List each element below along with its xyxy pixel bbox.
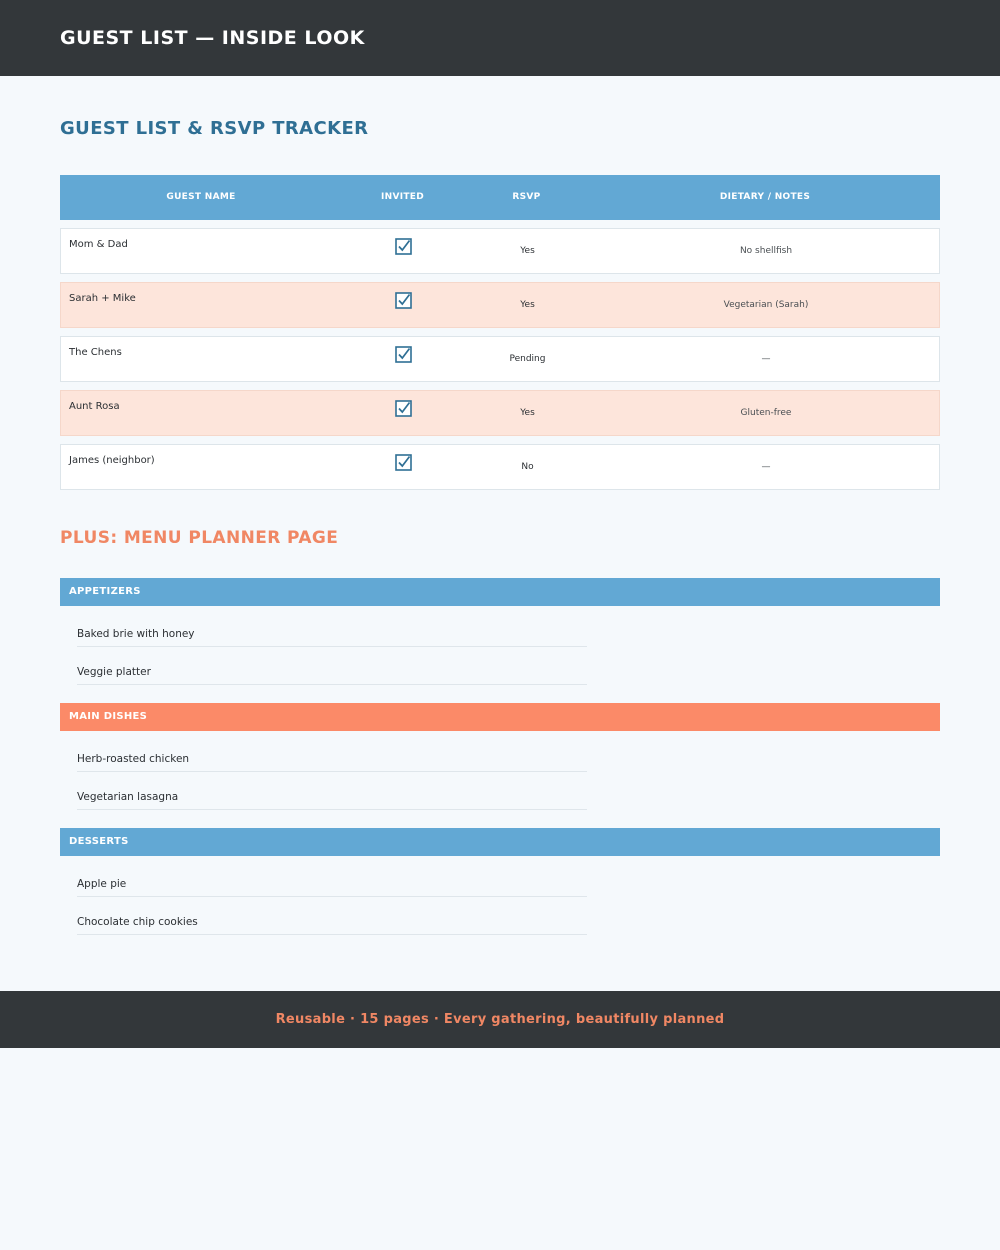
column-header-rsvp: RSVP (512, 192, 541, 202)
checkbox-checked-icon[interactable] (395, 238, 412, 255)
category-label: APPETIZERS (69, 586, 141, 597)
dietary-notes: No shellfish (739, 246, 793, 256)
table-row (60, 444, 940, 490)
header-title: GUEST LIST — INSIDE LOOK (60, 27, 365, 49)
dietary-notes: Gluten-free (740, 408, 792, 418)
table-header (60, 175, 940, 220)
menu-title: PLUS: MENU PLANNER PAGE (60, 528, 339, 548)
menu-item: Chocolate chip cookies (77, 910, 587, 935)
footer-bar (0, 991, 1000, 1048)
rsvp-status: Yes (520, 300, 535, 310)
column-header-invited: INVITED (380, 192, 425, 202)
guest-name: James (neighbor) (69, 455, 155, 466)
guest-name: Mom & Dad (69, 239, 128, 250)
menu-item: Apple pie (77, 872, 587, 897)
table-row (60, 390, 940, 436)
tracker-title: GUEST LIST & RSVP TRACKER (60, 118, 369, 139)
category-bar-appetizers (60, 578, 940, 606)
dietary-notes: — (761, 354, 771, 364)
guest-name: Aunt Rosa (69, 401, 120, 412)
column-header-guest-name: GUEST NAME (166, 192, 236, 202)
category-label: DESSERTS (69, 836, 129, 847)
dietary-notes: — (761, 462, 771, 472)
checkbox-checked-icon[interactable] (395, 292, 412, 309)
category-label: MAIN DISHES (69, 711, 148, 722)
menu-item: Veggie platter (77, 660, 587, 685)
guest-name: The Chens (69, 347, 122, 358)
checkbox-checked-icon[interactable] (395, 346, 412, 363)
table-row (60, 282, 940, 328)
menu-item: Herb-roasted chicken (77, 747, 587, 772)
guest-name: Sarah + Mike (69, 293, 136, 304)
rsvp-status: Pending (509, 354, 546, 364)
guest-table-body (60, 228, 940, 498)
menu-item: Vegetarian lasagna (77, 785, 587, 810)
table-row (60, 228, 940, 274)
header-bar (0, 0, 1000, 76)
footer-text: Reusable · 15 pages · Every gathering, beautifully planned (275, 1012, 725, 1027)
category-bar-main-dishes (60, 703, 940, 731)
rsvp-status: Yes (520, 246, 535, 256)
dietary-notes: Vegetarian (Sarah) (723, 300, 809, 310)
checkbox-checked-icon[interactable] (395, 400, 412, 417)
checkbox-checked-icon[interactable] (395, 454, 412, 471)
table-row (60, 336, 940, 382)
category-bar-desserts (60, 828, 940, 856)
rsvp-status: Yes (520, 408, 535, 418)
column-header-notes: DIETARY / NOTES (719, 192, 811, 202)
rsvp-status: No (521, 462, 534, 472)
menu-item: Baked brie with honey (77, 622, 587, 647)
